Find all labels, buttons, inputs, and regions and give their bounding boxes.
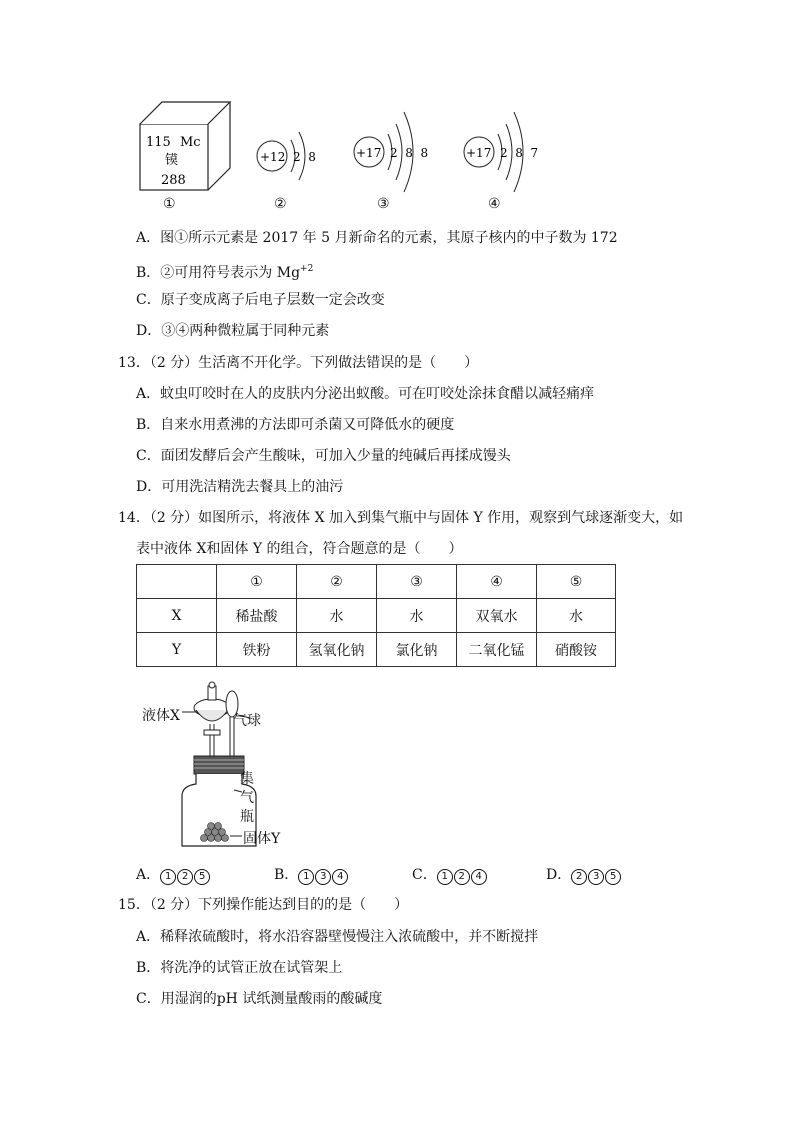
circled-number: 3 [588, 869, 604, 885]
q12-option-a: A．图①所示元素是 2017 年 5 月新命名的元素，其原子核内的中子数为 172 [136, 230, 618, 246]
atom3-shells: 2 8 8 [390, 146, 429, 160]
q13-stem: 13．（2 分）生活离不开化学。下列做法错误的是（ ） [118, 355, 479, 371]
option-letter: A． [136, 867, 161, 883]
option-letter: C． [412, 867, 437, 883]
q12-option-d: D．③④两种微粒属于同种元素 [136, 323, 330, 339]
atom-diagram-2 [255, 118, 335, 190]
circled-number: 5 [605, 869, 621, 885]
table-cell: 双氧水 [457, 599, 537, 633]
q14-stem-line2: 表中液体 X和固体 Y 的组合，符合题意的是（ ） [136, 541, 463, 557]
q14-stem-line1: 14．（2 分）如图所示，将液体 X 加入到集气瓶中与固体 Y 作用，观察到气球逐渐变大，如 [118, 510, 684, 526]
table-cell: X [137, 599, 217, 633]
circled-number: 4 [471, 869, 487, 885]
element-mass: 288 [161, 173, 186, 188]
figure-label-2: ② [274, 196, 287, 212]
table-cell: 氯化钠 [377, 633, 457, 667]
figure-label-1: ① [163, 196, 176, 212]
label-bottle-3: 瓶 [240, 809, 254, 825]
table-cell: Y [137, 633, 217, 667]
atom3-nucleus: +17 [356, 146, 382, 160]
figure-label-3: ③ [377, 196, 390, 212]
table-cell: ④ [457, 565, 537, 599]
circled-number: 3 [315, 869, 331, 885]
table-row [137, 599, 616, 633]
element-name: 镆 [165, 153, 179, 168]
table-cell: ② [297, 565, 377, 599]
q14-option-b [274, 864, 349, 885]
q15-option-c: C．用湿润的pH 试纸测量酸雨的酸碱度 [136, 991, 383, 1007]
atom4-nucleus: +17 [466, 146, 492, 160]
atom2-shells: 2 8 [293, 150, 316, 164]
q14-combination-table [136, 564, 616, 667]
label-bottle-1: 集 [240, 771, 254, 787]
q13-option-b: B．自来水用煮沸的方法即可杀菌又可降低水的硬度 [136, 417, 455, 433]
table-cell: 水 [377, 599, 457, 633]
figure-label-4: ④ [488, 196, 501, 212]
q13-option-c: C．面团发酵后会产生酸味，可加入少量的纯碱后再揉成馒头 [136, 448, 511, 464]
table-cell: 稀盐酸 [217, 599, 297, 633]
circled-number: 1 [437, 869, 453, 885]
circled-number: 2 [571, 869, 587, 885]
q15-option-a: A．稀释浓硫酸时，将水沿容器壁慢慢注入浓硫酸中，并不断搅拌 [136, 929, 539, 945]
table-cell: ⑤ [537, 565, 616, 599]
q14-option-d [546, 864, 622, 885]
atom2-nucleus: +12 [260, 150, 286, 164]
option-letter: B． [274, 867, 299, 883]
label-balloon: 气球 [233, 713, 261, 729]
circled-number: 1 [160, 869, 176, 885]
table-cell: 铁粉 [217, 633, 297, 667]
q14-option-a [136, 864, 211, 885]
q15-option-b: B．将洗净的试管正放在试管架上 [136, 960, 343, 976]
atom-diagram-4 [462, 104, 552, 200]
atom-diagram-3 [352, 104, 442, 200]
q13-option-a: A．蚊虫叮咬时在人的皮肤内分泌出蚁酸。可在叮咬处涂抹食醋以减轻痛痒 [136, 386, 595, 402]
table-cell [137, 565, 217, 599]
label-solid-y: 固体Y [243, 831, 281, 847]
circled-number: 5 [194, 869, 210, 885]
circled-number: 4 [332, 869, 348, 885]
atom4-shells: 2 8 7 [500, 146, 539, 160]
q12-option-b [136, 260, 313, 282]
table-cell: ① [217, 565, 297, 599]
element-card-figure [138, 100, 238, 196]
table-cell: 硝酸铵 [537, 633, 616, 667]
element-number: 115 [146, 135, 171, 150]
q13-option-d: D．可用洗洁精洗去餐具上的油污 [136, 479, 344, 495]
q15-stem: 15．（2 分）下列操作能达到目的的是（ ） [118, 897, 409, 913]
table-cell: ③ [377, 565, 457, 599]
circled-number: 1 [298, 869, 314, 885]
element-symbol: Mc [180, 135, 201, 150]
table-cell: 二氧化锰 [457, 633, 537, 667]
table-cell: 水 [297, 599, 377, 633]
q12-option-c: C．原子变成离子后电子层数一定会改变 [136, 292, 385, 308]
q12-option-b-charge: +2 [300, 264, 314, 274]
circled-number: 2 [177, 869, 193, 885]
circled-number: 2 [454, 869, 470, 885]
table-cell: 氢氧化钠 [297, 633, 377, 667]
option-letter: D． [546, 867, 572, 883]
q12-option-b-text: B．②可用符号表示为 Mg [136, 265, 301, 281]
table-row [137, 633, 616, 667]
table-header-row [137, 565, 616, 599]
label-bottle-2: 气 [240, 790, 254, 806]
table-cell: 水 [537, 599, 616, 633]
q14-option-c [412, 864, 488, 885]
label-liquid-x: 液体X [142, 708, 180, 724]
